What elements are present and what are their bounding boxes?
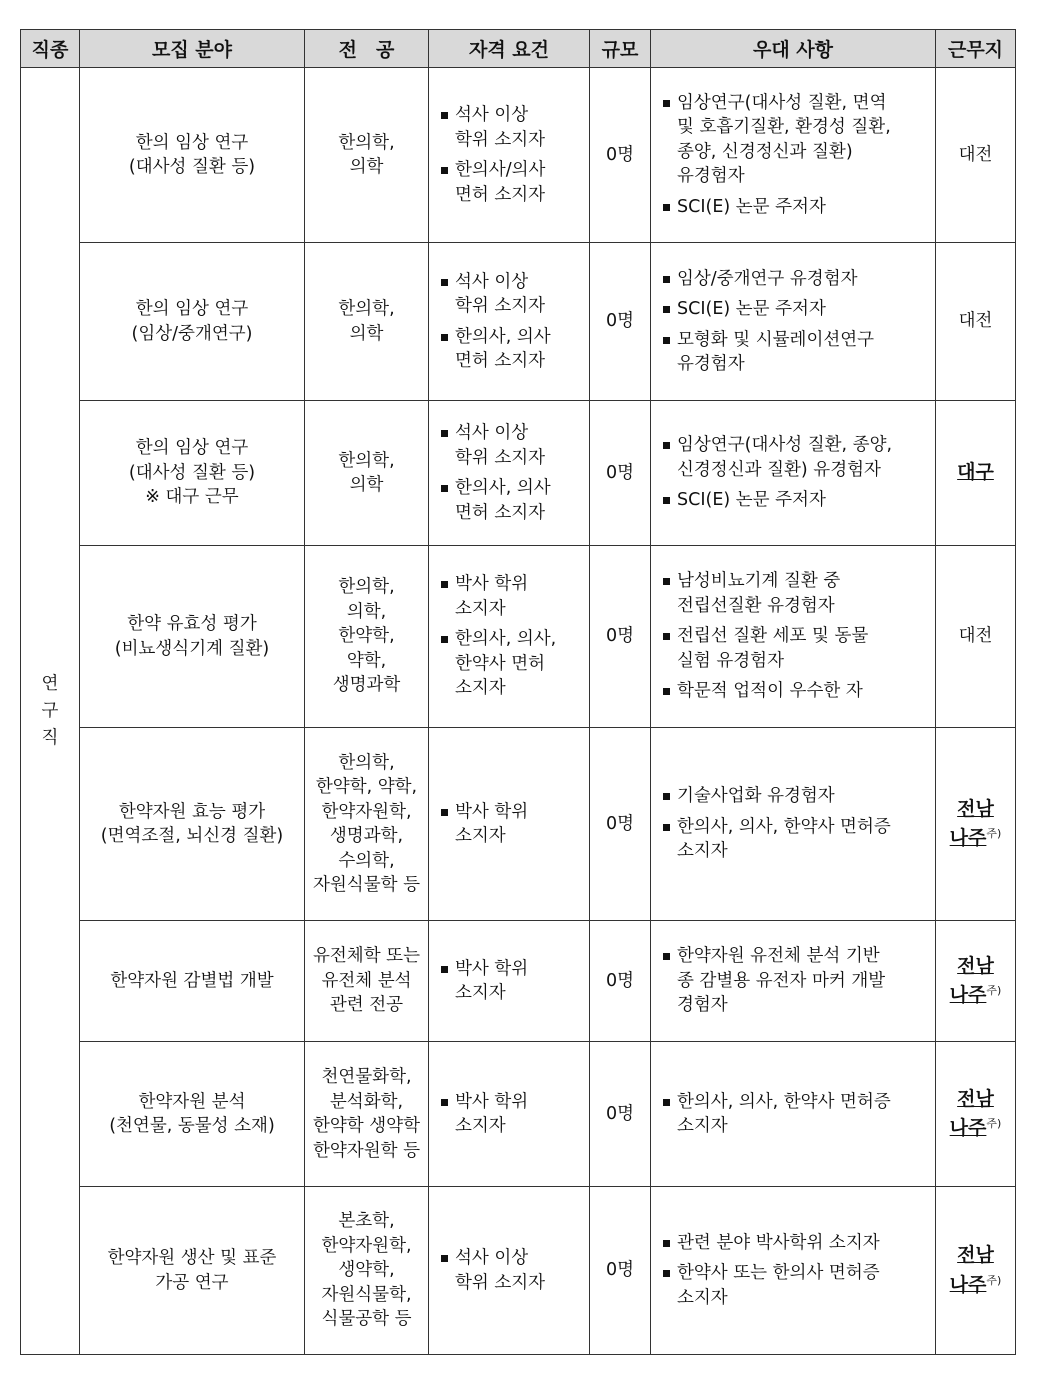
preference-item [661,815,931,864]
size-cell: 0명 [590,243,651,401]
square-bullet-icon [663,497,670,504]
table-row [21,68,1016,243]
preference-item [661,1231,931,1256]
preference-list [651,91,935,220]
qualification-cell [429,728,590,921]
location-cell [936,921,1016,1042]
qualification-cell [429,68,590,243]
preference-text: 한약사 또는 한의사 면허증 소지자 [677,1263,880,1308]
qualification-item [439,627,585,701]
location-note: 주) [986,984,1002,998]
preference-text: 한약자원 유전체 분석 기반 종 감별용 유전자 마커 개발 경험자 [677,946,886,1016]
preference-list [651,433,935,513]
qualification-list [429,103,589,207]
location-cell [936,243,1016,401]
qualification-list [429,800,589,849]
table-row [21,921,1016,1042]
preference-cell [651,401,936,546]
location-text: 전남 나주 [949,797,994,849]
square-bullet-icon [663,100,670,107]
square-bullet-icon [663,276,670,283]
major-cell: 유전체학 또는 유전체 분석 관련 전공 [305,921,429,1042]
size-cell: 0명 [590,921,651,1042]
field-cell: 한약자원 감별법 개발 [80,921,305,1042]
major-cell: 한의학, 의학 [305,401,429,546]
qualification-item [439,103,585,152]
preference-cell [651,1042,936,1187]
qualification-text: 석사 이상 학위 소지자 [455,271,546,316]
square-bullet-icon [663,306,670,313]
qualification-cell [429,401,590,546]
square-bullet-icon [663,953,670,960]
preference-cell [651,68,936,243]
location-cell [936,546,1016,728]
preference-text: 한의사, 의사, 한약사 면허증 소지자 [677,816,891,862]
square-bullet-icon [441,279,448,286]
preference-text: 임상연구(대사성 질환, 종양, 신경정신과 질환) 유경험자 [677,435,893,480]
header-qualification: 자격 요건 [429,30,590,68]
header-field: 모집 분야 [80,30,305,68]
preference-text: SCI(E) 논문 주저자 [677,196,826,217]
size-cell: 0명 [590,728,651,921]
preference-text: 전립선 질환 세포 및 동물 실험 유경험자 [677,626,869,671]
preference-item [661,1261,931,1310]
qualification-item [439,476,585,525]
location-text: 전남 나주 [949,1087,994,1139]
preference-text: 임상연구(대사성 질환, 면역 및 호흡기질환, 환경성 질환, 종양, 신경정신과 질환) 유경험자 [677,92,891,187]
preference-list [651,944,935,1018]
header-row [21,30,1016,68]
header-job-type: 직종 [21,30,80,68]
qualification-cell [429,921,590,1042]
square-bullet-icon [441,581,448,588]
square-bullet-icon [441,1099,448,1106]
qualification-text: 석사 이상 학위 소지자 [455,423,546,468]
location-text: 대구 [957,461,994,484]
major-cell: 본초학, 한약자원학, 생약학, 자원식물학, 식물공학 등 [305,1187,429,1355]
qualification-list [429,421,589,525]
location-note: 주) [986,1273,1002,1287]
qualification-text: 한의사, 의사 면허 소지자 [455,326,551,371]
square-bullet-icon [663,688,670,695]
preference-item [661,1090,931,1139]
square-bullet-icon [663,204,670,211]
preference-cell [651,728,936,921]
table-row [21,728,1016,921]
preference-cell [651,1187,936,1355]
qualification-text: 석사 이상 학위 소지자 [455,1248,546,1293]
preference-list [651,1090,935,1139]
square-bullet-icon [441,167,448,174]
square-bullet-icon [441,636,448,643]
square-bullet-icon [663,824,670,831]
size-cell: 0명 [590,68,651,243]
preference-item [661,267,931,292]
preference-item [661,433,931,482]
location-text: 대전 [958,144,993,165]
preference-item [661,624,931,673]
square-bullet-icon [441,430,448,437]
qualification-cell [429,243,590,401]
table-row [21,546,1016,728]
table-row [21,1042,1016,1187]
square-bullet-icon [663,337,670,344]
table-row [21,243,1016,401]
major-cell: 한의학, 의학 [305,68,429,243]
preference-item [661,679,931,704]
preference-cell [651,243,936,401]
major-cell: 한의학, 의학 [305,243,429,401]
field-cell: 한약자원 생산 및 표준 가공 연구 [80,1187,305,1355]
qualification-item [439,572,585,621]
job-type-cell: 연 구 직 [21,68,80,1355]
header-size: 규모 [590,30,651,68]
location-text: 전남 나주 [949,1244,994,1296]
recruitment-table [20,29,1016,1355]
preference-text: 기술사업화 유경험자 [677,786,835,807]
header-location: 근무지 [936,30,1016,68]
qualification-text: 박사 학위 소지자 [455,574,529,619]
preference-text: 임상/중개연구 유경험자 [677,268,858,289]
qualification-item [439,270,585,319]
preference-item [661,944,931,1018]
preference-text: 학문적 업적이 우수한 자 [677,681,863,702]
qualification-list [429,957,589,1006]
location-cell [936,401,1016,546]
major-cell: 한의학, 의학, 한약학, 약학, 생명과학 [305,546,429,728]
location-cell [936,1187,1016,1355]
preference-item [661,569,931,618]
table-row [21,401,1016,546]
preference-text: 모형화 및 시뮬레이션연구 유경험자 [677,329,875,374]
preference-item [661,91,931,189]
qualification-list [429,270,589,374]
field-cell: 한약자원 분석 (천연물, 동물성 소재) [80,1042,305,1187]
field-cell: 한의 임상 연구 (대사성 질환 등) [80,68,305,243]
square-bullet-icon [441,966,448,973]
preference-item [661,195,931,220]
square-bullet-icon [663,793,670,800]
preference-text: 남성비뇨기계 질환 중 전립선질환 유경험자 [677,571,841,616]
square-bullet-icon [663,1270,670,1277]
square-bullet-icon [441,334,448,341]
location-note: 주) [986,1117,1002,1131]
qualification-cell [429,1042,590,1187]
location-text: 대전 [958,311,993,332]
field-cell: 한약 유효성 평가 (비뇨생식기계 질환) [80,546,305,728]
qualification-cell [429,1187,590,1355]
preference-list [651,267,935,377]
size-cell: 0명 [590,546,651,728]
size-cell: 0명 [590,1187,651,1355]
square-bullet-icon [663,442,670,449]
square-bullet-icon [441,485,448,492]
preference-list [651,784,935,864]
qualification-list [429,572,589,701]
square-bullet-icon [441,112,448,119]
qualification-cell [429,546,590,728]
location-cell [936,728,1016,921]
preference-item [661,297,931,322]
preference-item [661,488,931,513]
qualification-item [439,158,585,207]
preference-cell [651,546,936,728]
square-bullet-icon [663,1099,670,1106]
preference-text: SCI(E) 논문 주저자 [677,490,826,511]
qualification-item [439,957,585,1006]
location-text: 대전 [958,626,993,647]
field-cell: 한의 임상 연구 (임상/중개연구) [80,243,305,401]
preference-item [661,328,931,377]
square-bullet-icon [663,1240,670,1247]
header-major: 전 공 [305,30,429,68]
square-bullet-icon [441,1255,448,1262]
table-row [21,1187,1016,1355]
major-cell: 한의학, 한약학, 약학, 한약자원학, 생명과학, 수의학, 자원식물학 등 [305,728,429,921]
location-cell [936,1042,1016,1187]
preference-list [651,1231,935,1311]
header-preference: 우대 사항 [651,30,936,68]
square-bullet-icon [441,809,448,816]
qualification-item [439,421,585,470]
qualification-text: 한의사, 의사 면허 소지자 [455,478,551,523]
qualification-text: 박사 학위 소지자 [455,1091,529,1136]
square-bullet-icon [663,578,670,585]
qualification-list [429,1090,589,1139]
size-cell: 0명 [590,401,651,546]
location-text: 전남 나주 [949,954,994,1006]
preference-item [661,784,931,809]
qualification-text: 박사 학위 소지자 [455,801,529,846]
qualification-text: 한의사/의사 면허 소지자 [455,160,546,205]
field-cell: 한의 임상 연구 (대사성 질환 등) ※ 대구 근무 [80,401,305,546]
preference-cell [651,921,936,1042]
field-cell: 한약자원 효능 평가 (면역조절, 뇌신경 질환) [80,728,305,921]
qualification-text: 한의사, 의사, 한약사 면허 소지자 [455,629,557,699]
preference-list [651,569,935,704]
location-note: 주) [986,827,1002,841]
qualification-item [439,1090,585,1139]
qualification-list [429,1246,589,1295]
location-cell [936,68,1016,243]
size-cell: 0명 [590,1042,651,1187]
qualification-text: 석사 이상 학위 소지자 [455,105,546,150]
qualification-item [439,325,585,374]
preference-text: 한의사, 의사, 한약사 면허증 소지자 [677,1091,891,1136]
square-bullet-icon [663,633,670,640]
major-cell: 천연물화학, 분석화학, 한약학 생약학 한약자원학 등 [305,1042,429,1187]
qualification-text: 박사 학위 소지자 [455,958,529,1003]
qualification-item [439,800,585,849]
preference-text: 관련 분야 박사학위 소지자 [677,1232,880,1253]
preference-text: SCI(E) 논문 주저자 [677,299,826,319]
qualification-item [439,1246,585,1295]
